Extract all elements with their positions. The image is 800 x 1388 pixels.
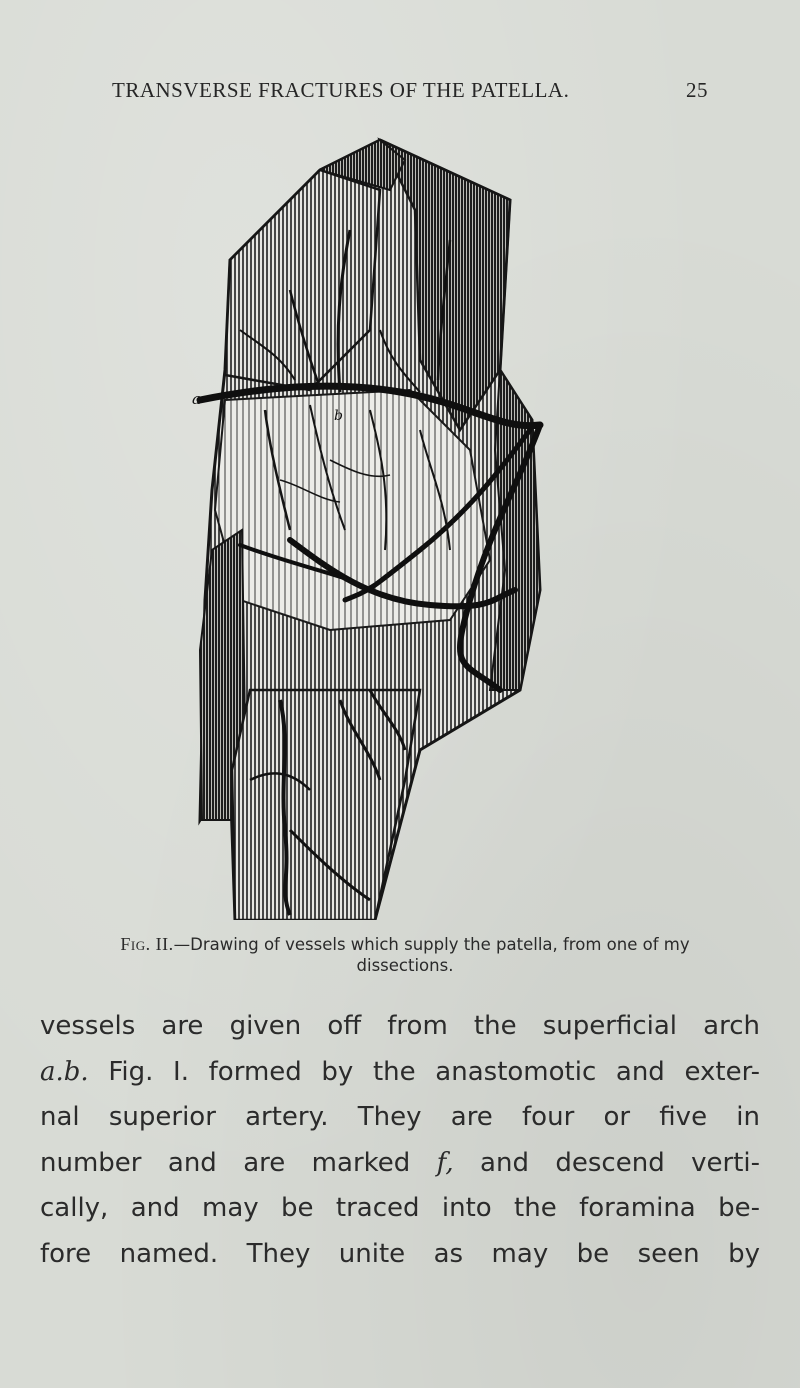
running-head xyxy=(112,78,708,106)
body-line-1: vessels are given off from the superficial arch xyxy=(40,1011,760,1041)
body-line-4-b: and descend verti- xyxy=(453,1147,760,1178)
body-line-6: fore named. They unite as may be seen by xyxy=(40,1238,760,1269)
body-line-2-rest: Fig. I. formed by the anastomotic and exter- xyxy=(88,1056,760,1087)
body-line-4-a: number and are marked xyxy=(40,1147,437,1178)
body-line-4 xyxy=(40,1141,760,1187)
body-line-2-italic: a.b. xyxy=(40,1056,89,1087)
figure-number: Fig. II. xyxy=(120,934,174,954)
running-head-title: TRANSVERSE FRACTURES OF THE PATELLA. xyxy=(112,78,570,102)
body-line-3: nal superior artery. They are four or five in xyxy=(40,1102,760,1132)
body-line-4-italic: f, xyxy=(436,1147,454,1178)
body-line-5: cally, and may be traced into the foramina be- xyxy=(40,1193,760,1223)
page-number: 25 xyxy=(686,78,708,102)
figure-caption-text: —Drawing of vessels which supply the patella, from one of my dissections. xyxy=(173,935,690,975)
anatomical-illustration xyxy=(170,130,560,920)
label-a: a xyxy=(192,390,201,408)
figure-caption xyxy=(90,934,720,976)
label-b: b xyxy=(334,408,343,424)
body-line-2 xyxy=(40,1050,760,1096)
body-paragraph xyxy=(40,1004,760,1277)
